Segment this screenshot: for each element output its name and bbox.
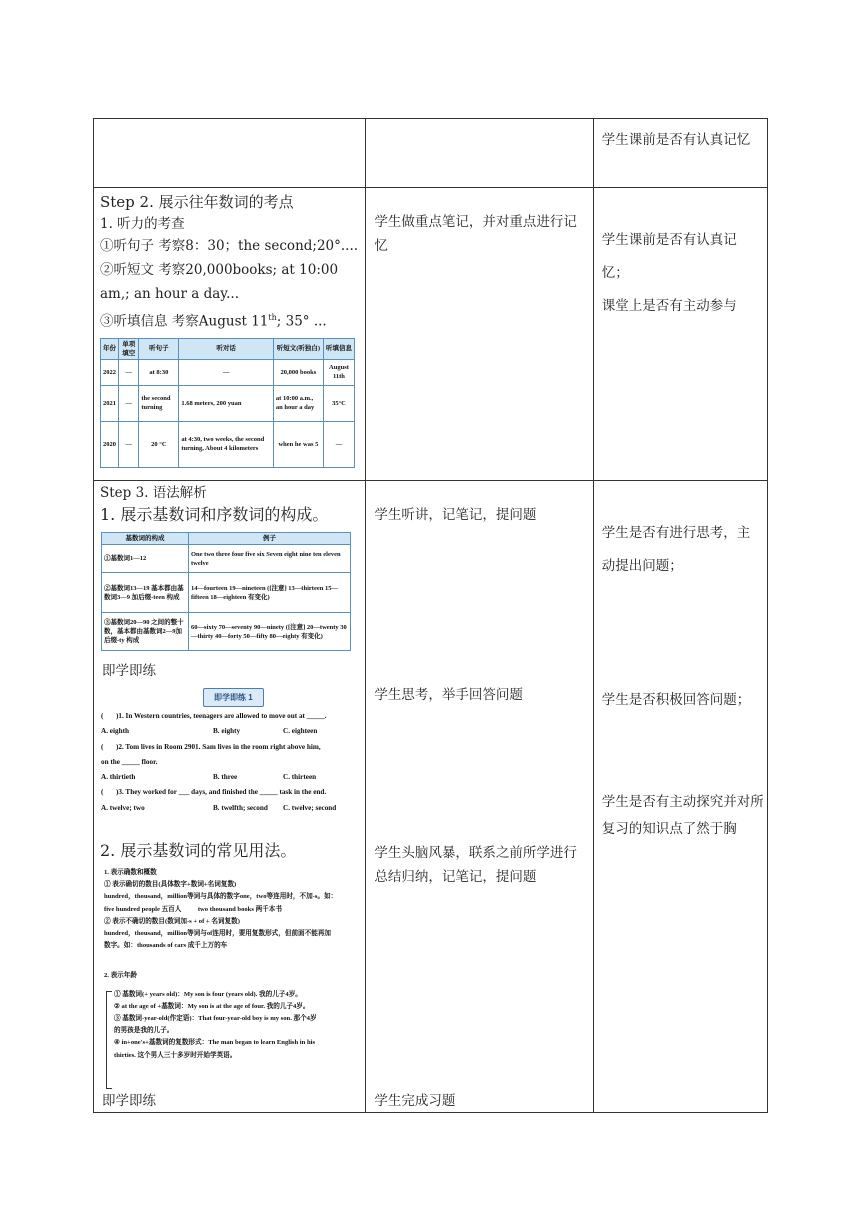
cell-evaluation	[593, 119, 767, 188]
table-cell: 2020	[101, 421, 119, 467]
table-cell: 1.68 meters, 200 yuan	[179, 385, 274, 421]
usage-notes	[104, 867, 359, 1062]
header-cell: 听填信息	[323, 338, 354, 359]
option: B. twelfth; second	[213, 803, 268, 812]
brace-icon	[106, 991, 112, 1089]
cell-student	[366, 119, 593, 188]
cell-activity	[94, 119, 366, 188]
cell-evaluation	[593, 188, 767, 481]
table-cell: —	[119, 359, 139, 385]
table-row	[94, 119, 768, 188]
table-cell: —	[119, 421, 139, 467]
option: C. twelve; second	[283, 803, 337, 812]
usage-line: ④ in+one's+基数词的复数形式：The man began to learn English in his	[114, 1039, 316, 1047]
usage-line: 数字。如：thousands of cars 成千上万的车	[104, 942, 228, 950]
listening-item-3-tail: ; 35° ...	[276, 313, 327, 330]
table-cell: —	[323, 421, 354, 467]
usage-line: five hundred people 五百人 two thousand books 两千本书	[104, 905, 282, 913]
option: A. eighth	[101, 727, 129, 736]
practice-heading: 即学即练	[102, 663, 156, 679]
cell-activity	[94, 188, 366, 481]
table-cell: One two three four five six Seven eight nine ten eleven twelve	[189, 545, 351, 573]
table-cell: at 4:30, two weeks, the second turning, About 4 kilometers	[179, 421, 274, 467]
table-cell: ③基数词20—90 之间的整十数，基本都由基数词2—9加后缀-ty 构成	[102, 613, 189, 651]
option: A. twelve; two	[101, 803, 145, 812]
header-cell: 听句子	[139, 338, 179, 359]
student-activity-text: 学生听讲，记笔记，提问题	[374, 507, 537, 523]
usage-heading: 2. 展示基数词的常见用法。	[100, 841, 297, 860]
evaluation-text: 课堂上是否有主动参与	[601, 298, 737, 314]
table-row	[94, 188, 768, 481]
evaluation-text: 学生是否积极回答问题；	[601, 692, 751, 708]
table-cell: ①基数词1—12	[102, 545, 189, 573]
table-cell: 35°C	[323, 385, 354, 421]
age-usage	[104, 989, 359, 1062]
usage-line: ② at the age of +基数词：My son is at the age of four. 我的儿子4岁。	[114, 1002, 310, 1010]
cell-student	[366, 481, 593, 1113]
student-activity-text: 学生思考，举手回答问题	[374, 687, 523, 703]
table-cell: —	[179, 359, 274, 385]
listening-item-1: ①听句子 考察8：30；the second;20°....	[100, 238, 359, 254]
step3-title: Step 3. 语法解析	[100, 485, 207, 501]
question-2-options	[101, 770, 363, 785]
question-3: ( )3. They worked for ___ days, and finished the _____ task in the end.	[101, 788, 327, 797]
header-cell: 年份	[101, 338, 119, 359]
header-cell: 例子	[189, 533, 351, 545]
cell-evaluation	[593, 481, 767, 1113]
option: C. thirteen	[283, 773, 317, 782]
question-3-options	[101, 801, 363, 816]
usage-line: ② 表示不确切的数目(数词加-s + of + 名词复数)	[104, 917, 240, 925]
usage-line: ③ 基数词-year-old(作定语)：That four-year-old boy is my son. 那个4岁	[114, 1015, 317, 1023]
listening-item-3-text: ③听填信息 考察August 11	[100, 313, 269, 330]
usage-line: hundred，thousand，million等词与of连用时，要用复数形式，但前面不能再加	[104, 930, 332, 938]
table-cell: at 8:30	[139, 359, 179, 385]
question-2: ( )2. Tom lives in Room 2901. Sam lives in the room right above him,	[101, 742, 321, 751]
table-cell: when he was 5	[273, 421, 323, 467]
student-activity-text: 学生做重点笔记，并对重点进行记忆	[374, 214, 577, 254]
step2-title: Step 2. 展示往年数词的考点	[100, 193, 294, 211]
cell-student	[366, 188, 593, 481]
cell-activity	[94, 481, 366, 1113]
exam-points-table	[100, 338, 355, 468]
table-cell: August 11th	[323, 359, 354, 385]
table-cell: 14—fourteen 19—nineteen ([注意] 13—thirteen 15—fifteen 18—eighteen 有变化)	[189, 573, 351, 613]
practice-heading-2: 即学即练	[102, 1093, 156, 1109]
table-cell: 20,000 books	[273, 359, 323, 385]
option: B. eighty	[213, 727, 241, 736]
usage-line: 的男孩是我的儿子。	[114, 1027, 174, 1035]
table-row	[94, 481, 768, 1113]
evaluation-text: 学生是否有进行思考，主动提出问题；	[601, 525, 751, 574]
header-cell: 单项填空	[119, 338, 139, 359]
table-cell: 20 °C	[139, 421, 179, 467]
question-1-options	[101, 724, 363, 739]
listening-heading: 1. 听力的考查	[100, 216, 185, 232]
evaluation-text: 学生课前是否有认真记忆；	[601, 232, 737, 281]
practice-badge-label: 即学即练 1	[203, 688, 264, 707]
listening-item-2: ②听短文 考察20,000books; at 10:00 am,; an hour a day...	[100, 262, 339, 302]
evaluation-text: 学生是否有主动探究并对所复习的知识点了然于胸	[601, 794, 764, 837]
practice-questions	[101, 709, 363, 816]
table-cell: 2021	[101, 385, 119, 421]
table-cell: the second turning	[139, 385, 179, 421]
question-2-cont: on the _____ floor.	[101, 757, 158, 766]
composition-heading: 1. 展示基数词和序数词的构成。	[100, 505, 329, 524]
cardinal-table	[101, 532, 351, 651]
usage-line: 1. 表示确数和概数	[104, 869, 157, 876]
option: A. thirtieth	[101, 773, 136, 782]
usage-spacer	[104, 952, 359, 970]
table-cell: 60—sixty 70—seventy 90—ninety ([注意] 20—twenty 30—thirty 40—forty 50—fifty 80—eighty 有变化)	[189, 613, 351, 651]
table-cell: ②基数词13—19 基本都由基数词3—9 加后缀-teen 构成	[102, 573, 189, 613]
table-cell: 2022	[101, 359, 119, 385]
student-activity-text: 学生完成习题	[374, 1093, 456, 1109]
usage-line: ① 基数词(+ years old)：My son is four (years old). 我的儿子4岁。	[114, 990, 302, 998]
practice-badge	[203, 685, 264, 707]
listening-item-3-sup: th	[268, 313, 277, 322]
header-cell: 听对话	[179, 338, 274, 359]
header-cell: 基数词的构成	[102, 533, 189, 545]
option: B. three	[213, 773, 238, 782]
usage-line: ① 表示确切的数目(具体数字+数词+名词复数)	[104, 881, 237, 889]
table-cell: at 10:00 a.m., an hour a day	[273, 385, 323, 421]
option: C. eighteen	[283, 727, 318, 736]
header-cell: 听短文(听独白)	[273, 338, 323, 359]
lesson-table	[93, 118, 768, 1113]
student-activity-text: 学生头脑风暴，联系之前所学进行总结归纳，记笔记，提问题	[374, 845, 577, 885]
usage-line: hundred，thousand，million等词与具体的数字one，two等连用时，不加-s。如：	[104, 893, 338, 901]
table-cell: —	[119, 385, 139, 421]
listening-item-3	[100, 306, 359, 334]
usage-line: 2. 表示年龄	[104, 972, 137, 980]
usage-line: thirties. 这个男人三十多岁时开始学英语。	[114, 1051, 237, 1059]
evaluation-text: 学生课前是否有认真记忆	[601, 132, 751, 148]
question-1: ( )1. In Western countries, teenagers are allowed to move out at _____.	[101, 712, 327, 720]
